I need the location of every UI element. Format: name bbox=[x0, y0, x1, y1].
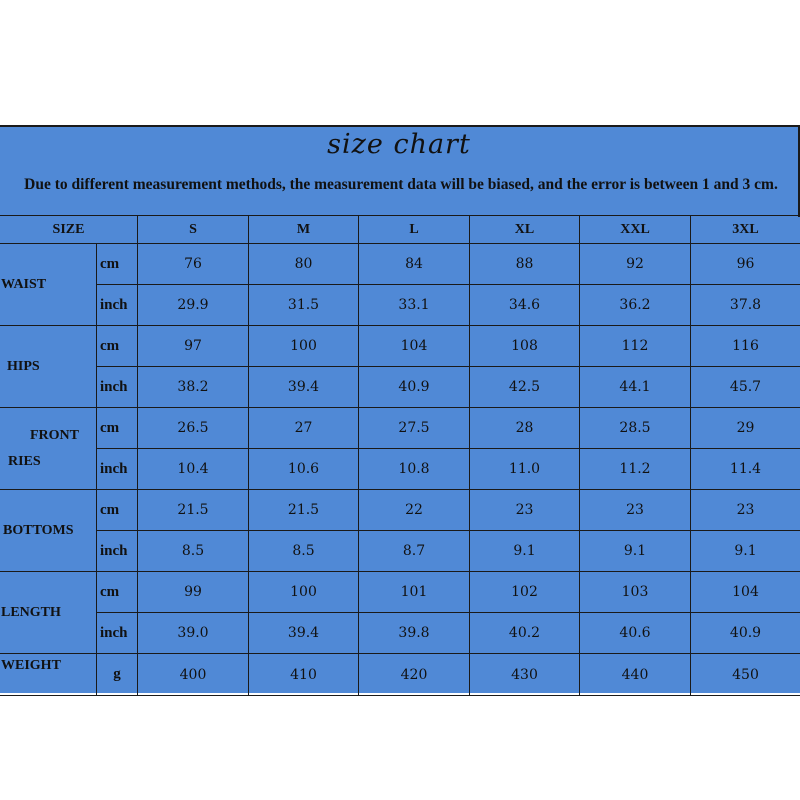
value-cell: 450 bbox=[732, 666, 759, 683]
size-header-l: L bbox=[359, 216, 470, 244]
value-cell: 38.2 bbox=[138, 367, 249, 408]
value-cell: 104 bbox=[359, 326, 470, 367]
value-cell: 103 bbox=[580, 572, 691, 613]
size-header-xl: XL bbox=[470, 216, 580, 244]
row-label-weight: WEIGHT bbox=[0, 654, 97, 695]
value-cell: 44.1 bbox=[580, 367, 691, 408]
chart-header bbox=[0, 125, 800, 217]
value-cell: 26.5 bbox=[138, 408, 249, 449]
chart-title: size chart bbox=[327, 129, 471, 160]
value-cell: 23 bbox=[470, 490, 580, 531]
value-cell: 102 bbox=[470, 572, 580, 613]
value-cell: 39.0 bbox=[138, 613, 249, 654]
value-cell: 112 bbox=[580, 326, 691, 367]
value-cell: 92 bbox=[580, 244, 691, 285]
row-label-line-2: RIES bbox=[8, 453, 41, 469]
unit-cell: inch bbox=[97, 449, 138, 490]
value-cell: 96 bbox=[691, 244, 800, 285]
measurement-note: Due to different measurement methods, the measurement data will be biased, and the error is between 1 and 3 cm. bbox=[24, 176, 778, 193]
value-cell: 28.5 bbox=[580, 408, 691, 449]
value-cell: 10.6 bbox=[249, 449, 359, 490]
size-header-s: S bbox=[138, 216, 249, 244]
unit-cell: inch bbox=[97, 285, 138, 326]
size-header-m: M bbox=[249, 216, 359, 244]
value-cell: 400 bbox=[138, 654, 249, 695]
value-cell: 10.4 bbox=[138, 449, 249, 490]
value-cell: 8.5 bbox=[249, 531, 359, 572]
unit-cell: cm bbox=[97, 572, 138, 613]
value-cell: 116 bbox=[691, 326, 800, 367]
value-cell: 8.5 bbox=[138, 531, 249, 572]
row-label-length: LENGTH bbox=[0, 572, 97, 654]
row-label-bottoms: BOTTOMS bbox=[0, 490, 97, 572]
value-cell: 9.1 bbox=[580, 531, 691, 572]
value-cell: 11.2 bbox=[580, 449, 691, 490]
row-label-line-1: FRONT bbox=[30, 427, 79, 443]
value-cell: 100 bbox=[249, 326, 359, 367]
value-cell: 31.5 bbox=[249, 285, 359, 326]
size-header-3xl: 3XL bbox=[691, 216, 800, 244]
value-cell: 22 bbox=[359, 490, 470, 531]
value-cell: 42.5 bbox=[470, 367, 580, 408]
row-label-hips: HIPS bbox=[0, 326, 97, 408]
unit-cell: inch bbox=[97, 367, 138, 408]
value-cell: 420 bbox=[359, 654, 470, 695]
unit-cell: inch bbox=[97, 613, 138, 654]
value-cell: 40.6 bbox=[580, 613, 691, 654]
value-cell: 21.5 bbox=[249, 490, 359, 531]
value-cell: 40.2 bbox=[470, 613, 580, 654]
value-cell: 84 bbox=[359, 244, 470, 285]
value-cell: 104 bbox=[691, 572, 800, 613]
value-cell: 39.4 bbox=[249, 613, 359, 654]
value-cell: 37.8 bbox=[691, 285, 800, 326]
unit-cell: cm bbox=[97, 408, 138, 449]
value-cell: 39.8 bbox=[359, 613, 470, 654]
value-cell: 29.9 bbox=[138, 285, 249, 326]
value-cell: 45.7 bbox=[691, 367, 800, 408]
value-cell: 410 bbox=[249, 654, 359, 695]
value-cell: 101 bbox=[359, 572, 470, 613]
value-cell: 11.0 bbox=[470, 449, 580, 490]
value-cell: 11.4 bbox=[691, 449, 800, 490]
value-cell: 440 bbox=[580, 654, 691, 695]
size-header-xxl: XXL bbox=[580, 216, 691, 244]
unit-cell: cm bbox=[97, 244, 138, 285]
value-cell: 99 bbox=[138, 572, 249, 613]
size-chart bbox=[0, 125, 800, 693]
value-cell: 33.1 bbox=[359, 285, 470, 326]
value-cell: 10.8 bbox=[359, 449, 470, 490]
value-cell: 27.5 bbox=[359, 408, 470, 449]
value-cell: 27 bbox=[249, 408, 359, 449]
value-cell: 40.9 bbox=[691, 613, 800, 654]
value-cell: 97 bbox=[138, 326, 249, 367]
value-cell: 88 bbox=[470, 244, 580, 285]
value-cell: 29 bbox=[691, 408, 800, 449]
unit-cell: cm bbox=[97, 326, 138, 367]
value-cell: 9.1 bbox=[470, 531, 580, 572]
row-label-front-ries bbox=[0, 408, 97, 490]
unit-cell: cm bbox=[97, 490, 138, 531]
value-cell: 40.9 bbox=[359, 367, 470, 408]
unit-cell: inch bbox=[97, 531, 138, 572]
size-header-label: SIZE bbox=[0, 216, 138, 244]
value-cell: 34.6 bbox=[470, 285, 580, 326]
value-cell: 36.2 bbox=[580, 285, 691, 326]
value-cell: 9.1 bbox=[691, 531, 800, 572]
value-cell: 23 bbox=[691, 490, 800, 531]
value-cell: 21.5 bbox=[138, 490, 249, 531]
value-cell: 28 bbox=[470, 408, 580, 449]
value-cell: 8.7 bbox=[359, 531, 470, 572]
value-cell: 80 bbox=[249, 244, 359, 285]
value-cell: 108 bbox=[470, 326, 580, 367]
value-cell: 39.4 bbox=[249, 367, 359, 408]
row-label-waist: WAIST bbox=[0, 244, 97, 326]
value-cell: 100 bbox=[249, 572, 359, 613]
unit-cell: g bbox=[97, 654, 138, 695]
value-cell: 430 bbox=[470, 654, 580, 695]
value-cell: 76 bbox=[138, 244, 249, 285]
size-table bbox=[0, 215, 800, 696]
value-cell: 23 bbox=[580, 490, 691, 531]
